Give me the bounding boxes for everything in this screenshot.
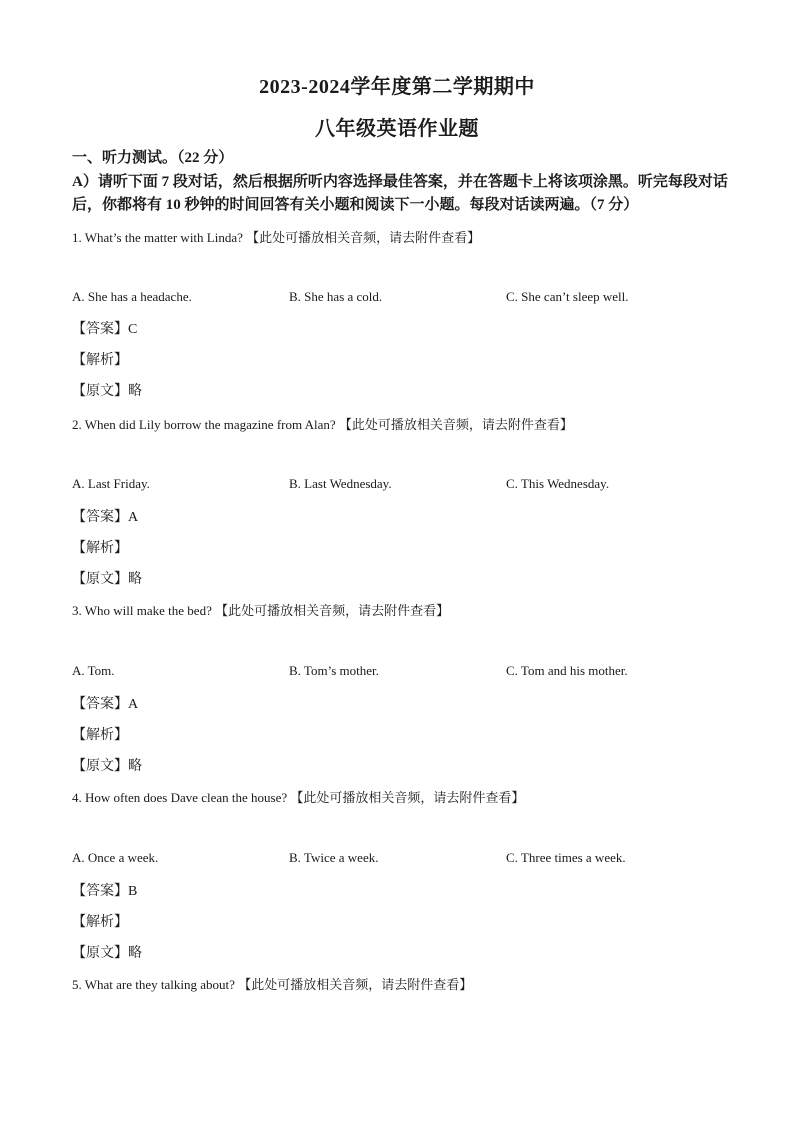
original-text-label: 【原文】略 — [72, 572, 142, 587]
option-b: B. Twice a week. — [289, 850, 379, 865]
question-5 — [72, 974, 472, 993]
answer-label: 【答案】A — [72, 697, 139, 712]
original-text-label: 【原文】略 — [72, 384, 142, 399]
option-b: B. Last Wednesday. — [289, 476, 392, 491]
question-text: 2. When did Lily borrow the magazine from Alan? — [72, 417, 336, 432]
question-1 — [72, 227, 480, 246]
option-a: A. Last Friday. — [72, 476, 150, 491]
audio-note: 【此处可播放相关音频，请去附件查看】 — [215, 604, 450, 619]
analysis-label: 【解析】 — [72, 728, 128, 743]
original-text-label: 【原文】略 — [72, 946, 142, 961]
option-c: C. Three times a week. — [506, 850, 626, 865]
document-title: 2023-2024学年度第二学期期中 — [259, 76, 535, 98]
audio-note: 【此处可播放相关音频，请去附件查看】 — [238, 978, 473, 993]
section-heading: 一、听力测试。（22 分） — [72, 150, 234, 166]
question-text: 3. Who will make the bed? — [72, 603, 212, 618]
option-a: A. She has a headache. — [72, 289, 192, 304]
option-c: C. Tom and his mother. — [506, 663, 628, 678]
option-a: A. Once a week. — [72, 850, 159, 865]
audio-note: 【此处可播放相关音频，请去附件查看】 — [290, 791, 525, 806]
option-c: C. She can’t sleep well. — [506, 289, 629, 304]
original-text-label: 【原文】略 — [72, 759, 142, 774]
question-text: 5. What are they talking about? — [72, 977, 235, 992]
answer-label: 【答案】B — [72, 884, 138, 899]
analysis-label: 【解析】 — [72, 541, 128, 556]
document-subtitle: 八年级英语作业题 — [315, 118, 479, 140]
answer-label: 【答案】A — [72, 510, 139, 525]
question-text: 4. How often does Dave clean the house? — [72, 790, 288, 805]
audio-note: 【此处可播放相关音频，请去附件查看】 — [246, 231, 481, 246]
option-c: C. This Wednesday. — [506, 476, 610, 491]
option-a: A. Tom. — [72, 663, 115, 678]
analysis-label: 【解析】 — [72, 353, 128, 368]
question-4 — [72, 787, 524, 806]
option-b: B. Tom’s mother. — [289, 663, 379, 678]
analysis-label: 【解析】 — [72, 915, 128, 930]
answer-label: 【答案】C — [72, 322, 138, 337]
question-3 — [72, 600, 449, 619]
question-2 — [72, 414, 573, 433]
section-instruction: A）请听下面 7 段对话，然后根据所听内容选择最佳答案，并在答题卡上将该项涂黑。听完每段对话后，你都将有 10 秒钟的时间回答有关小题和阅读下一小题。每段对话读两遍。（7 分） — [72, 174, 728, 213]
audio-note: 【此处可播放相关音频，请去附件查看】 — [338, 418, 573, 433]
option-b: B. She has a cold. — [289, 289, 383, 304]
question-text: 1. What’s the matter with Linda? — [72, 230, 243, 245]
